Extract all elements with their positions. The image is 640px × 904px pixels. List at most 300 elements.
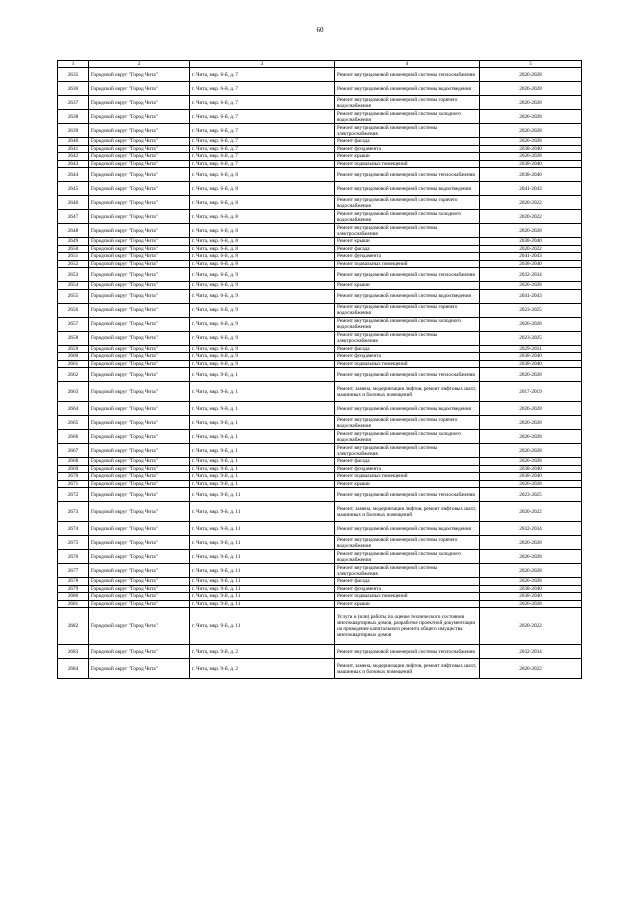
header-cell: 4 (335, 61, 480, 68)
table-row (58, 168, 582, 182)
municipality-cell: Городской округ "Город Чита" (89, 124, 190, 138)
work-type-cell: Ремонт внутридомовой инженерной системы теплоснабжения (335, 168, 480, 182)
work-type-cell: Ремонт фундамента (335, 253, 480, 261)
municipality-cell: Городской округ "Город Чита" (89, 260, 190, 268)
row-number-cell: 2651 (58, 253, 89, 261)
row-number-cell: 2657 (58, 317, 89, 331)
period-cell: 2041-2043 (480, 289, 582, 303)
work-type-cell: Ремонт крыши (335, 153, 480, 161)
table-row (58, 317, 582, 331)
row-number-cell: 2662 (58, 368, 89, 382)
period-cell: 2026-2028 (480, 224, 582, 238)
row-number-cell: 2665 (58, 416, 89, 430)
address-cell: г. Чита, мкр. 9-й, д. 11 (190, 536, 335, 550)
work-type-cell: Ремонт внутридомовой инженерной системы горячего водоснабжения (335, 303, 480, 317)
work-type-cell: Ремонт подвальных помещений (335, 160, 480, 168)
work-type-cell: Ремонт фасада (335, 138, 480, 146)
municipality-cell: Городской округ "Город Чита" (89, 465, 190, 473)
work-type-cell: Ремонт внутридомовой инженерной системы горячего водоснабжения (335, 96, 480, 110)
work-type-cell: Ремонт внутридомовой инженерной системы теплоснабжения (335, 68, 480, 82)
row-number-cell: 2684 (58, 659, 89, 679)
row-number-cell: 2669 (58, 465, 89, 473)
row-number-cell: 2673 (58, 502, 89, 522)
period-cell: 2026-2028 (480, 110, 582, 124)
table-row (58, 645, 582, 659)
municipality-cell: Городской округ "Город Чита" (89, 564, 190, 578)
table-row (58, 550, 582, 564)
address-cell: г. Чита, мкр. 6-й, д. 7 (190, 138, 335, 146)
table-row (58, 245, 582, 253)
address-cell: г. Чита, мкр. 9-й, д. 11 (190, 608, 335, 645)
work-type-cell: Ремонт внутридомовой инженерной системы теплоснабжения (335, 488, 480, 502)
work-type-cell: Ремонт крыши (335, 600, 480, 608)
row-number-cell: 2635 (58, 68, 89, 82)
municipality-cell: Городской округ "Город Чита" (89, 289, 190, 303)
address-cell: г. Чита, мкр. 9-й, д. 11 (190, 593, 335, 601)
address-cell: г. Чита, мкр. 6-й, д. 9 (190, 317, 335, 331)
table-row (58, 82, 582, 96)
row-number-cell: 2644 (58, 168, 89, 182)
table-row (58, 160, 582, 168)
table-row (58, 282, 582, 290)
municipality-cell: Городской округ "Город Чита" (89, 168, 190, 182)
address-cell: г. Чита, мкр. 6-й, д. 7 (190, 145, 335, 153)
table-row (58, 110, 582, 124)
row-number-cell: 2649 (58, 238, 89, 246)
address-cell: г. Чита, мкр. 6-й, д. 8 (190, 253, 335, 261)
work-type-cell: Ремонт внутридомовой инженерной системы теплоснабжения (335, 268, 480, 282)
address-cell: г. Чита, мкр. 6-й, д. 9 (190, 289, 335, 303)
row-number-cell: 2679 (58, 585, 89, 593)
address-cell: г. Чита, мкр. 9-й, д. 1 (190, 382, 335, 402)
table-row (58, 138, 582, 146)
period-cell: 2029-2031 (480, 345, 582, 353)
table-row (58, 430, 582, 444)
work-type-cell: Ремонт внутридомовой инженерной системы электроснабжения (335, 331, 480, 345)
table-row (58, 96, 582, 110)
address-cell: г. Чита, мкр. 6-й, д. 7 (190, 110, 335, 124)
work-type-cell: Ремонт внутридомовой инженерной системы электроснабжения (335, 444, 480, 458)
municipality-cell: Городской округ "Город Чита" (89, 502, 190, 522)
municipality-cell: Городской округ "Город Чита" (89, 430, 190, 444)
municipality-cell: Городской округ "Город Чита" (89, 303, 190, 317)
municipality-cell: Городской округ "Город Чита" (89, 402, 190, 416)
address-cell: г. Чита, мкр. 6-й, д. 7 (190, 96, 335, 110)
table-row (58, 502, 582, 522)
period-cell: 2020-2022 (480, 245, 582, 253)
period-cell: 2038-2040 (480, 473, 582, 481)
address-cell: г. Чита, мкр. 6-й, д. 8 (190, 196, 335, 210)
row-number-cell: 2637 (58, 96, 89, 110)
work-type-cell: Ремонт фундамента (335, 145, 480, 153)
row-number-cell: 2671 (58, 480, 89, 488)
work-type-cell: Ремонт внутридомовой инженерной системы электроснабжения (335, 564, 480, 578)
municipality-cell: Городской округ "Город Чита" (89, 345, 190, 353)
table-row (58, 578, 582, 586)
row-number-cell: 2672 (58, 488, 89, 502)
row-number-cell: 2639 (58, 124, 89, 138)
address-cell: г. Чита, мкр. 6-й, д. 9 (190, 345, 335, 353)
work-type-cell: Ремонт внутридомовой инженерной системы горячего водоснабжения (335, 416, 480, 430)
period-cell: 2026-2028 (480, 68, 582, 82)
table-row (58, 238, 582, 246)
period-cell: 2026-2028 (480, 124, 582, 138)
work-type-cell: Ремонт внутридомовой инженерной системы холодного водоснабжения (335, 110, 480, 124)
row-number-cell: 2670 (58, 473, 89, 481)
table-row (58, 331, 582, 345)
work-type-cell: Ремонт фундамента (335, 585, 480, 593)
period-cell: 2026-2028 (480, 282, 582, 290)
work-type-cell: Услуги и (или) работы по оценке технического состояния многоквартирных домов, разработке проектной документации на проведение капитального ремонта общего имущества многоквартирных домов (335, 608, 480, 645)
table-row (58, 224, 582, 238)
work-type-cell: Ремонт фасада (335, 245, 480, 253)
address-cell: г. Чита, мкр. 9-й, д. 11 (190, 564, 335, 578)
row-number-cell: 2654 (58, 282, 89, 290)
municipality-cell: Городской округ "Город Чита" (89, 138, 190, 146)
address-cell: г. Чита, мкр. 9-й, д. 1 (190, 473, 335, 481)
table-row (58, 473, 582, 481)
address-cell: г. Чита, мкр. 9-й, д. 11 (190, 550, 335, 564)
address-cell: г. Чита, мкр. 6-й, д. 8 (190, 238, 335, 246)
row-number-cell: 2661 (58, 360, 89, 368)
period-cell: 2026-2028 (480, 600, 582, 608)
municipality-cell: Городской округ "Город Чита" (89, 480, 190, 488)
municipality-cell: Городской округ "Город Чита" (89, 196, 190, 210)
period-cell: 2038-2040 (480, 160, 582, 168)
address-cell: г. Чита, мкр. 6-й, д. 7 (190, 160, 335, 168)
period-cell: 2041-2043 (480, 253, 582, 261)
row-number-cell: 2659 (58, 345, 89, 353)
municipality-cell: Городской округ "Город Чита" (89, 182, 190, 196)
table-row (58, 145, 582, 153)
table-row (58, 564, 582, 578)
period-cell: 2038-2040 (480, 168, 582, 182)
municipality-cell: Городской округ "Город Чита" (89, 382, 190, 402)
address-cell: г. Чита, мкр. 6-й, д. 8 (190, 210, 335, 224)
address-cell: г. Чита, мкр. 9-й, д. 2 (190, 645, 335, 659)
work-type-cell: Ремонт фасада (335, 345, 480, 353)
municipality-cell: Городской округ "Город Чита" (89, 473, 190, 481)
period-cell: 2026-2028 (480, 153, 582, 161)
municipality-cell: Городской округ "Город Чита" (89, 331, 190, 345)
municipality-cell: Городской округ "Город Чита" (89, 96, 190, 110)
table-row (58, 444, 582, 458)
municipality-cell: Городской округ "Город Чита" (89, 578, 190, 586)
period-cell: 2032-2034 (480, 268, 582, 282)
address-cell: г. Чита, мкр. 6-й, д. 8 (190, 245, 335, 253)
period-cell: 2038-2040 (480, 238, 582, 246)
address-cell: г. Чита, мкр. 9-й, д. 11 (190, 578, 335, 586)
work-type-cell: Ремонт подвальных помещений (335, 593, 480, 601)
address-cell: г. Чита, мкр. 6-й, д. 7 (190, 82, 335, 96)
address-cell: г. Чита, мкр. 9-й, д. 1 (190, 458, 335, 466)
row-number-cell: 2660 (58, 353, 89, 361)
work-type-cell: Ремонт внутридомовой инженерной системы водоотведения (335, 402, 480, 416)
row-number-cell: 2636 (58, 82, 89, 96)
municipality-cell: Городской округ "Город Чита" (89, 522, 190, 536)
table-row (58, 458, 582, 466)
row-number-cell: 2668 (58, 458, 89, 466)
address-cell: г. Чита, мкр. 9-й, д. 11 (190, 585, 335, 593)
period-cell: 2026-2028 (480, 430, 582, 444)
work-type-cell: Ремонт внутридомовой инженерной системы холодного водоснабжения (335, 210, 480, 224)
table-row (58, 268, 582, 282)
row-number-cell: 2647 (58, 210, 89, 224)
period-cell: 2026-2028 (480, 564, 582, 578)
municipality-cell: Городской округ "Город Чита" (89, 68, 190, 82)
municipality-cell: Городской округ "Город Чита" (89, 444, 190, 458)
table-row (58, 416, 582, 430)
table-row (58, 465, 582, 473)
address-cell: г. Чита, мкр. 6-й, д. 9 (190, 282, 335, 290)
address-cell: г. Чита, мкр. 6-й, д. 9 (190, 303, 335, 317)
row-number-cell: 2645 (58, 182, 89, 196)
row-number-cell: 2648 (58, 224, 89, 238)
period-cell: 2038-2040 (480, 593, 582, 601)
table-row (58, 260, 582, 268)
work-type-cell: Ремонт фундамента (335, 465, 480, 473)
period-cell: 2020-2022 (480, 659, 582, 679)
period-cell: 2017-2019 (480, 382, 582, 402)
header-cell: 2 (89, 61, 190, 68)
address-cell: г. Чита, мкр. 6-й, д. 9 (190, 331, 335, 345)
table-row (58, 480, 582, 488)
municipality-cell: Городской округ "Город Чита" (89, 317, 190, 331)
work-type-cell: Ремонт внутридомовой инженерной системы водоотведения (335, 182, 480, 196)
work-type-cell: Ремонт фасада (335, 578, 480, 586)
row-number-cell: 2658 (58, 331, 89, 345)
row-number-cell: 2638 (58, 110, 89, 124)
period-cell: 2026-2028 (480, 96, 582, 110)
period-cell: 2026-2028 (480, 444, 582, 458)
row-number-cell: 2642 (58, 153, 89, 161)
period-cell: 2026-2028 (480, 138, 582, 146)
address-cell: г. Чита, мкр. 9-й, д. 1 (190, 368, 335, 382)
work-type-cell: Ремонт внутридомовой инженерной системы холодного водоснабжения (335, 550, 480, 564)
municipality-cell: Городской округ "Город Чита" (89, 368, 190, 382)
row-number-cell: 2655 (58, 289, 89, 303)
table-row (58, 382, 582, 402)
period-cell: 2020-2022 (480, 210, 582, 224)
municipality-cell: Городской округ "Город Чита" (89, 153, 190, 161)
municipality-cell: Городской округ "Город Чита" (89, 593, 190, 601)
page-number: 60 (316, 26, 324, 34)
work-type-cell: Ремонт внутридомовой инженерной системы горячего водоснабжения (335, 536, 480, 550)
period-cell: 2026-2028 (480, 368, 582, 382)
row-number-cell: 2656 (58, 303, 89, 317)
municipality-cell: Городской округ "Город Чита" (89, 536, 190, 550)
address-cell: г. Чита, мкр. 9-й, д. 1 (190, 444, 335, 458)
table-row (58, 196, 582, 210)
table-row (58, 585, 582, 593)
work-type-cell: Ремонт внутридомовой инженерной системы холодного водоснабжения (335, 430, 480, 444)
municipality-cell: Городской округ "Город Чита" (89, 659, 190, 679)
work-type-cell: Ремонт внутридомовой инженерной системы электроснабжения (335, 124, 480, 138)
address-cell: г. Чита, мкр. 9-й, д. 11 (190, 488, 335, 502)
municipality-cell: Городской округ "Город Чита" (89, 488, 190, 502)
work-type-cell: Ремонт фасада (335, 458, 480, 466)
work-type-cell: Ремонт подвальных помещений (335, 473, 480, 481)
work-type-cell: Ремонт внутридомовой инженерной системы водоотведения (335, 82, 480, 96)
address-cell: г. Чита, мкр. 9-й, д. 1 (190, 480, 335, 488)
period-cell: 2020-2022 (480, 196, 582, 210)
table-row (58, 488, 582, 502)
period-cell: 2020-2022 (480, 608, 582, 645)
address-cell: г. Чита, мкр. 9-й, д. 11 (190, 600, 335, 608)
municipality-cell: Городской округ "Город Чита" (89, 353, 190, 361)
period-cell: 2026-2028 (480, 480, 582, 488)
work-type-cell: Ремонт фундамента (335, 353, 480, 361)
municipality-cell: Городской округ "Город Чита" (89, 550, 190, 564)
work-type-cell: Ремонт подвальных помещений (335, 360, 480, 368)
table-row (58, 210, 582, 224)
period-cell: 2023-2025 (480, 488, 582, 502)
row-number-cell: 2666 (58, 430, 89, 444)
row-number-cell: 2641 (58, 145, 89, 153)
period-cell: 2038-2040 (480, 353, 582, 361)
work-type-cell: Ремонт крыши (335, 282, 480, 290)
row-number-cell: 2667 (58, 444, 89, 458)
address-cell: г. Чита, мкр. 6-й, д. 9 (190, 353, 335, 361)
row-number-cell: 2650 (58, 245, 89, 253)
row-number-cell: 2675 (58, 536, 89, 550)
address-cell: г. Чита, мкр. 6-й, д. 8 (190, 260, 335, 268)
work-type-cell: Ремонт внутридомовой инженерной системы холодного водоснабжения (335, 317, 480, 331)
municipality-cell: Городской округ "Город Чита" (89, 282, 190, 290)
table-row (58, 608, 582, 645)
work-type-cell: Ремонт, замена, модернизация лифтов, ремонт лифтовых шахт, машинных и блочных помещений (335, 382, 480, 402)
period-cell: 2023-2025 (480, 331, 582, 345)
period-cell: 2023-2025 (480, 303, 582, 317)
address-cell: г. Чита, мкр. 9-й, д. 1 (190, 465, 335, 473)
work-type-cell: Ремонт внутридомовой инженерной системы водоотведения (335, 522, 480, 536)
municipality-cell: Городской округ "Город Чита" (89, 110, 190, 124)
table-row (58, 182, 582, 196)
table-row (58, 368, 582, 382)
work-type-cell: Ремонт внутридомовой инженерной системы водоотведения (335, 289, 480, 303)
header-cell: 5 (480, 61, 582, 68)
period-cell: 2026-2028 (480, 458, 582, 466)
work-type-cell: Ремонт внутридомовой инженерной системы теплоснабжения (335, 645, 480, 659)
work-type-cell: Ремонт крыши (335, 480, 480, 488)
period-cell: 2032-2034 (480, 645, 582, 659)
address-cell: г. Чита, мкр. 9-й, д. 1 (190, 416, 335, 430)
capital-repair-table (57, 60, 582, 679)
work-type-cell: Ремонт крыши (335, 238, 480, 246)
work-type-cell: Ремонт, замена, модернизация лифтов, ремонт лифтовых шахт, машинных и блочных помещений (335, 502, 480, 522)
municipality-cell: Городской округ "Город Чита" (89, 224, 190, 238)
row-number-cell: 2674 (58, 522, 89, 536)
row-number-cell: 2653 (58, 268, 89, 282)
row-number-cell: 2643 (58, 160, 89, 168)
address-cell: г. Чита, мкр. 6-й, д. 7 (190, 124, 335, 138)
municipality-cell: Городской округ "Город Чита" (89, 600, 190, 608)
row-number-cell: 2677 (58, 564, 89, 578)
municipality-cell: Городской округ "Город Чита" (89, 645, 190, 659)
municipality-cell: Городской округ "Город Чита" (89, 210, 190, 224)
municipality-cell: Городской округ "Город Чита" (89, 238, 190, 246)
header-cell: 1 (58, 61, 89, 68)
address-cell: г. Чита, мкр. 9-й, д. 1 (190, 402, 335, 416)
row-number-cell: 2676 (58, 550, 89, 564)
address-cell: г. Чита, мкр. 6-й, д. 9 (190, 268, 335, 282)
period-cell: 2026-2028 (480, 536, 582, 550)
table-row (58, 360, 582, 368)
work-type-cell: Ремонт, замена, модернизация лифтов, ремонт лифтовых шахт, машинных и блочных помещений (335, 659, 480, 679)
period-cell: 2020-2022 (480, 502, 582, 522)
work-type-cell: Ремонт внутридомовой инженерной системы теплоснабжения (335, 368, 480, 382)
header-cell: 3 (190, 61, 335, 68)
table-row (58, 345, 582, 353)
municipality-cell: Городской округ "Город Чита" (89, 458, 190, 466)
municipality-cell: Городской округ "Город Чита" (89, 160, 190, 168)
municipality-cell: Городской округ "Город Чита" (89, 416, 190, 430)
period-cell: 2026-2028 (480, 416, 582, 430)
municipality-cell: Городской округ "Город Чита" (89, 245, 190, 253)
table-row (58, 402, 582, 416)
row-number-cell: 2678 (58, 578, 89, 586)
period-cell: 2038-2040 (480, 360, 582, 368)
municipality-cell: Городской округ "Город Чита" (89, 608, 190, 645)
address-cell: г. Чита, мкр. 6-й, д. 8 (190, 224, 335, 238)
municipality-cell: Городской округ "Город Чита" (89, 253, 190, 261)
period-cell: 2038-2040 (480, 465, 582, 473)
period-cell: 2026-2028 (480, 578, 582, 586)
address-cell: г. Чита, мкр. 9-й, д. 11 (190, 522, 335, 536)
municipality-cell: Городской округ "Город Чита" (89, 145, 190, 153)
row-number-cell: 2681 (58, 600, 89, 608)
period-cell: 2026-2028 (480, 402, 582, 416)
table-row (58, 593, 582, 601)
municipality-cell: Городской округ "Город Чита" (89, 82, 190, 96)
address-cell: г. Чита, мкр. 9-й, д. 11 (190, 502, 335, 522)
table-row (58, 522, 582, 536)
address-cell: г. Чита, мкр. 9-й, д. 1 (190, 430, 335, 444)
row-number-cell: 2646 (58, 196, 89, 210)
table-row (58, 353, 582, 361)
table-row (58, 659, 582, 679)
address-cell: г. Чита, мкр. 9-й, д. 2 (190, 659, 335, 679)
row-number-cell: 2683 (58, 645, 89, 659)
work-type-cell: Ремонт внутридомовой инженерной системы электроснабжения (335, 224, 480, 238)
period-cell: 2026-2028 (480, 82, 582, 96)
address-cell: г. Чита, мкр. 6-й, д. 7 (190, 153, 335, 161)
municipality-cell: Городской округ "Город Чита" (89, 360, 190, 368)
row-number-cell: 2682 (58, 608, 89, 645)
period-cell: 2026-2028 (480, 317, 582, 331)
row-number-cell: 2663 (58, 382, 89, 402)
address-cell: г. Чита, мкр. 6-й, д. 8 (190, 168, 335, 182)
table-row (58, 289, 582, 303)
row-number-cell: 2664 (58, 402, 89, 416)
address-cell: г. Чита, мкр. 6-й, д. 9 (190, 360, 335, 368)
table-row (58, 253, 582, 261)
period-cell: 2038-2040 (480, 260, 582, 268)
table-row (58, 536, 582, 550)
row-number-cell: 2680 (58, 593, 89, 601)
period-cell: 2032-2034 (480, 522, 582, 536)
work-type-cell: Ремонт внутридомовой инженерной системы горячего водоснабжения (335, 196, 480, 210)
row-number-cell: 2652 (58, 260, 89, 268)
period-cell: 2026-2028 (480, 550, 582, 564)
municipality-cell: Городской округ "Город Чита" (89, 585, 190, 593)
address-cell: г. Чита, мкр. 6-й, д. 7 (190, 68, 335, 82)
address-cell: г. Чита, мкр. 6-й, д. 8 (190, 182, 335, 196)
period-cell: 2038-2040 (480, 145, 582, 153)
table-row (58, 303, 582, 317)
table-header-row (58, 61, 582, 68)
table-row (58, 68, 582, 82)
